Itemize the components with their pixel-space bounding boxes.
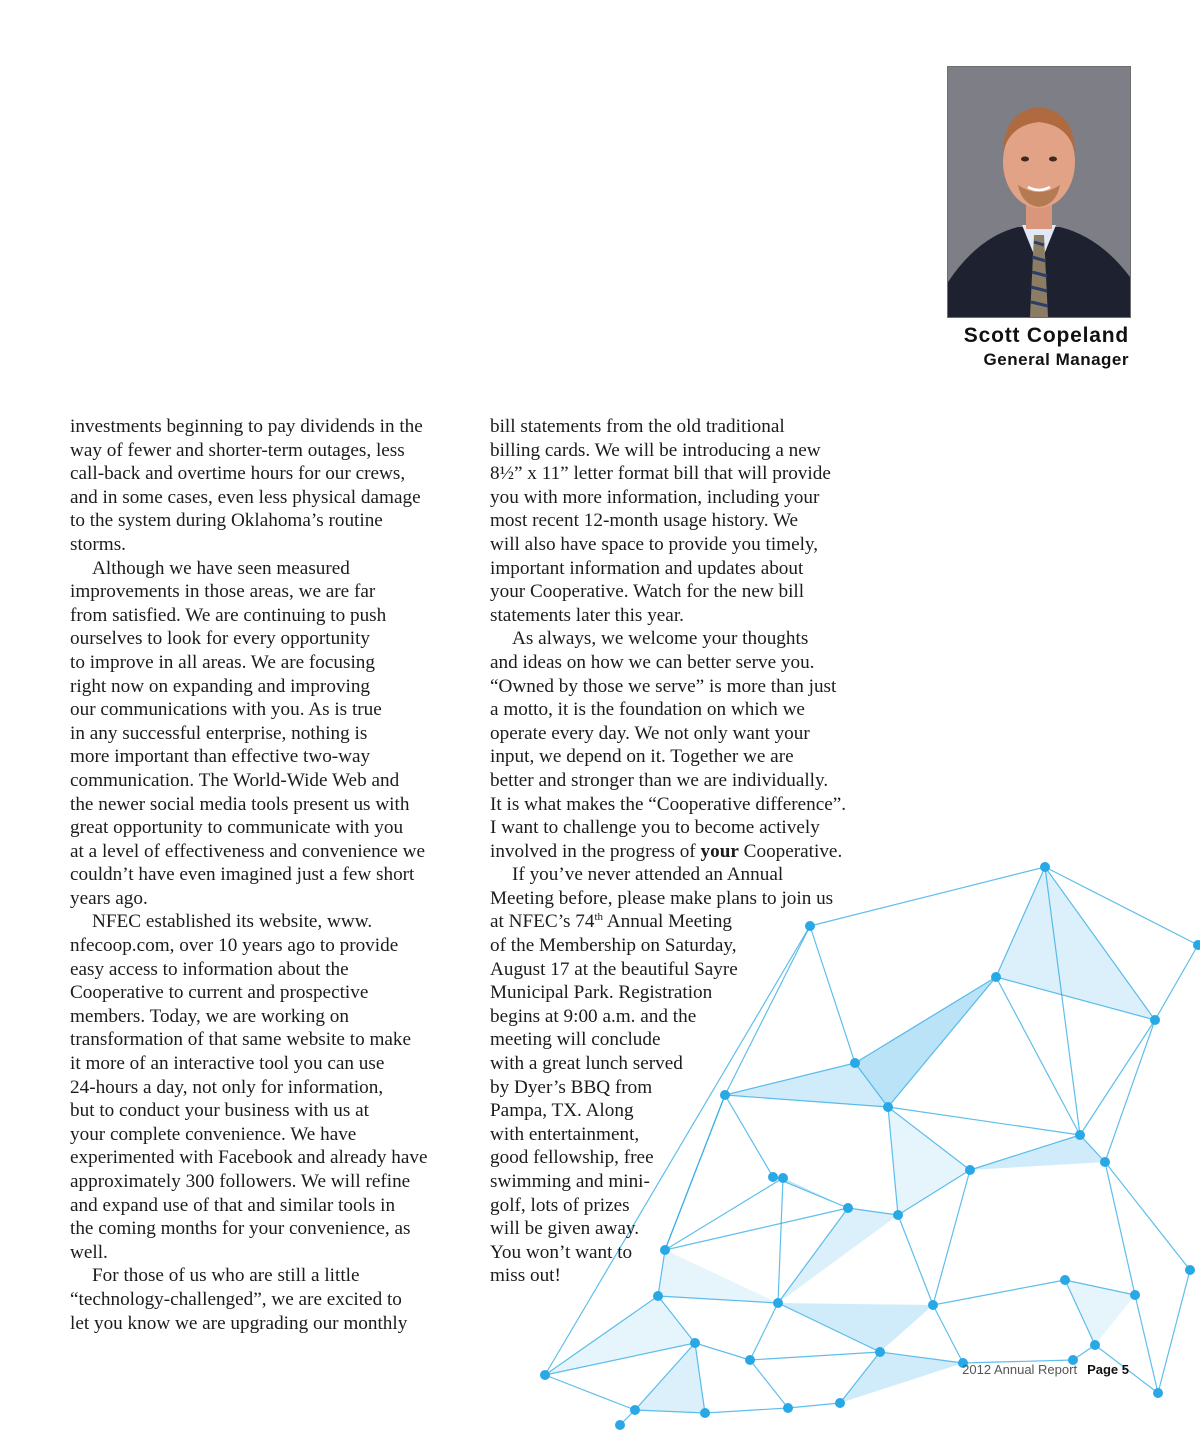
- text-line: let you know we are upgrading our monthly: [70, 1312, 408, 1334]
- text-line: ourselves to look for every opportunity: [70, 628, 371, 650]
- text-line: Although we have seen measured: [92, 557, 350, 579]
- page-footer: [962, 1362, 1129, 1377]
- text-line: investments beginning to pay dividends in the: [70, 416, 423, 437]
- text-line: miss out!: [490, 1265, 561, 1287]
- text-line: approximately 300 followers. We will refine: [70, 1171, 411, 1192]
- network-node: [1040, 862, 1050, 872]
- network-node: [835, 1398, 845, 1408]
- text-line: improvements in those areas, we are far: [70, 581, 376, 603]
- text-line: bill statements from the old traditional: [490, 416, 785, 437]
- network-edge: [750, 1352, 880, 1360]
- text-line: years ago.: [70, 887, 148, 909]
- text-line: members. Today, we are working on: [70, 1005, 349, 1027]
- network-facet: [545, 1296, 695, 1375]
- text-line: with a great lunch served: [490, 1053, 683, 1075]
- text-line: transformation of that same website to make: [70, 1029, 412, 1051]
- text-line: communication. The World-Wide Web and: [70, 769, 400, 791]
- text-line: meeting will conclude: [490, 1029, 661, 1051]
- text-line: I want to challenge you to become actively: [490, 817, 820, 839]
- text-line: our communications with you. As is true: [70, 699, 382, 721]
- text-line: will also have space to provide you timely,: [490, 533, 819, 555]
- text-line: You won’t want to: [490, 1241, 633, 1263]
- text-line: with entertainment,: [490, 1123, 640, 1145]
- network-node: [1100, 1157, 1110, 1167]
- network-edge: [933, 1280, 1065, 1305]
- network-facet: [778, 1303, 933, 1352]
- text-line: way of fewer and shorter-term outages, less: [70, 439, 405, 461]
- network-node: [875, 1347, 885, 1357]
- article-column-right: [490, 415, 890, 1288]
- text-line: easy access to information about the: [70, 958, 349, 980]
- network-node: [690, 1338, 700, 1348]
- network-edge: [996, 977, 1080, 1135]
- network-edge: [545, 1375, 635, 1410]
- text-line: you with more information, including your: [490, 486, 820, 508]
- text-line: involved in the progress of your Cooperative.: [490, 840, 843, 862]
- network-edge: [705, 1408, 788, 1413]
- network-node: [893, 1210, 903, 1220]
- page-number: Page 5: [1087, 1362, 1129, 1377]
- network-node: [1090, 1340, 1100, 1350]
- text-line: the newer social media tools present us with: [70, 793, 410, 815]
- text-line: good fellowship, free: [490, 1147, 654, 1169]
- text-line: golf, lots of prizes: [490, 1194, 630, 1216]
- text-line: a motto, it is the foundation on which we: [490, 699, 805, 721]
- text-line: operate every day. We not only want your: [490, 722, 810, 744]
- text-line: 24-hours a day, not only for information,: [70, 1076, 384, 1098]
- text-line: Municipal Park. Registration: [490, 982, 713, 1004]
- network-node: [1130, 1290, 1140, 1300]
- network-node: [615, 1420, 625, 1430]
- text-line: it more of an interactive tool you can use: [70, 1053, 385, 1075]
- network-edge: [788, 1403, 840, 1408]
- text-line: billing cards. We will be introducing a new: [490, 439, 821, 461]
- text-line: in any successful enterprise, nothing is: [70, 722, 368, 744]
- text-line: important information and updates about: [490, 557, 804, 579]
- article-column-left: [70, 415, 470, 1335]
- text-line: Pampa, TX. Along: [490, 1100, 634, 1122]
- network-node: [1075, 1130, 1085, 1140]
- text-line: at a level of effectiveness and convenience we: [70, 840, 425, 862]
- text-line: and expand use of that and similar tools in: [70, 1194, 396, 1216]
- text-line: of the Membership on Saturday,: [490, 935, 737, 957]
- text-line: begins at 9:00 a.m. and the: [490, 1005, 697, 1027]
- text-line: but to conduct your business with us at: [70, 1100, 369, 1122]
- network-node: [1185, 1265, 1195, 1275]
- network-edge: [933, 1305, 963, 1363]
- text-line: NFEC established its website, www.: [92, 911, 373, 933]
- text-line: the coming months for your convenience, as: [70, 1218, 411, 1240]
- text-line: For those of us who are still a little: [92, 1265, 360, 1287]
- text-line: call-back and overtime hours for our crews,: [70, 463, 406, 485]
- network-edge: [1155, 945, 1198, 1020]
- text-line: your Cooperative. Watch for the new bill: [490, 581, 805, 603]
- text-line: swimming and mini-: [490, 1171, 650, 1192]
- text-line: well.: [70, 1241, 108, 1263]
- text-line: experimented with Facebook and already have: [70, 1147, 428, 1169]
- network-node: [1150, 1015, 1160, 1025]
- network-node: [745, 1355, 755, 1365]
- network-facet: [996, 867, 1155, 1020]
- text-line: most recent 12-month usage history. We: [490, 510, 799, 532]
- network-edge: [695, 1343, 750, 1360]
- text-line: nfecoop.com, over 10 years ago to provide: [70, 935, 399, 957]
- network-facet: [840, 1352, 963, 1403]
- text-line: Cooperative to current and prospective: [70, 982, 369, 1004]
- network-edge: [1158, 1270, 1190, 1393]
- manager-name: Scott Copeland: [963, 324, 1129, 347]
- network-node: [783, 1403, 793, 1413]
- network-edge: [750, 1303, 778, 1360]
- manager-title: General Manager: [983, 350, 1129, 369]
- text-line: It is what makes the “Cooperative difference”.: [490, 793, 847, 815]
- network-node: [773, 1298, 783, 1308]
- text-line: “technology-challenged”, we are excited to: [70, 1288, 402, 1310]
- general-manager-photo: [947, 66, 1131, 318]
- text-line: better and stronger than we are individually.: [490, 769, 829, 791]
- network-edge: [1080, 1020, 1155, 1135]
- text-line: If you’ve never attended an Annual: [512, 864, 784, 886]
- text-line: and in some cases, even less physical damage: [70, 486, 421, 508]
- text-line: to the system during Oklahoma’s routine: [70, 510, 383, 532]
- text-line: storms.: [70, 533, 126, 555]
- text-line: to improve in all areas. We are focusing: [70, 651, 375, 673]
- text-line: right now on expanding and improving: [70, 675, 371, 697]
- network-node: [1153, 1388, 1163, 1398]
- report-name: 2012 Annual Report: [962, 1362, 1078, 1377]
- text-line: couldn’t have even imagined just a few short: [70, 864, 415, 886]
- text-line: at NFEC’s 74th Annual Meeting: [490, 911, 733, 933]
- network-node: [1060, 1275, 1070, 1285]
- text-line: 8½” x 11” letter format bill that will provide: [490, 463, 831, 485]
- network-node: [630, 1405, 640, 1415]
- text-line: from satisfied. We are continuing to push: [70, 604, 387, 626]
- network-node: [928, 1300, 938, 1310]
- text-line: As always, we welcome your thoughts: [512, 628, 809, 650]
- network-node: [653, 1291, 663, 1301]
- text-line: more important than effective two-way: [70, 746, 371, 768]
- text-line: great opportunity to communicate with you: [70, 817, 404, 839]
- text-line: and ideas on how we can better serve you.: [490, 651, 815, 673]
- network-node: [965, 1165, 975, 1175]
- text-line: by Dyer’s BBQ from: [490, 1076, 653, 1098]
- text-line: will be given away.: [490, 1218, 640, 1240]
- text-line: Meeting before, please make plans to join us: [490, 887, 834, 909]
- text-line: your complete convenience. We have: [70, 1123, 357, 1145]
- portrait-figure: [948, 67, 1130, 317]
- text-line: “Owned by those we serve” is more than just: [490, 675, 837, 697]
- network-node: [991, 972, 1001, 982]
- network-facet: [1065, 1280, 1135, 1345]
- network-edge: [750, 1360, 788, 1408]
- photo-caption: [964, 323, 1129, 370]
- text-line: statements later this year.: [490, 604, 684, 626]
- network-node: [1193, 940, 1200, 950]
- network-edge: [898, 1215, 933, 1305]
- network-node: [540, 1370, 550, 1380]
- network-node: [700, 1408, 710, 1418]
- text-line: input, we depend on it. Together we are: [490, 746, 794, 768]
- network-edge: [1105, 1020, 1155, 1162]
- text-line: August 17 at the beautiful Sayre: [490, 958, 738, 980]
